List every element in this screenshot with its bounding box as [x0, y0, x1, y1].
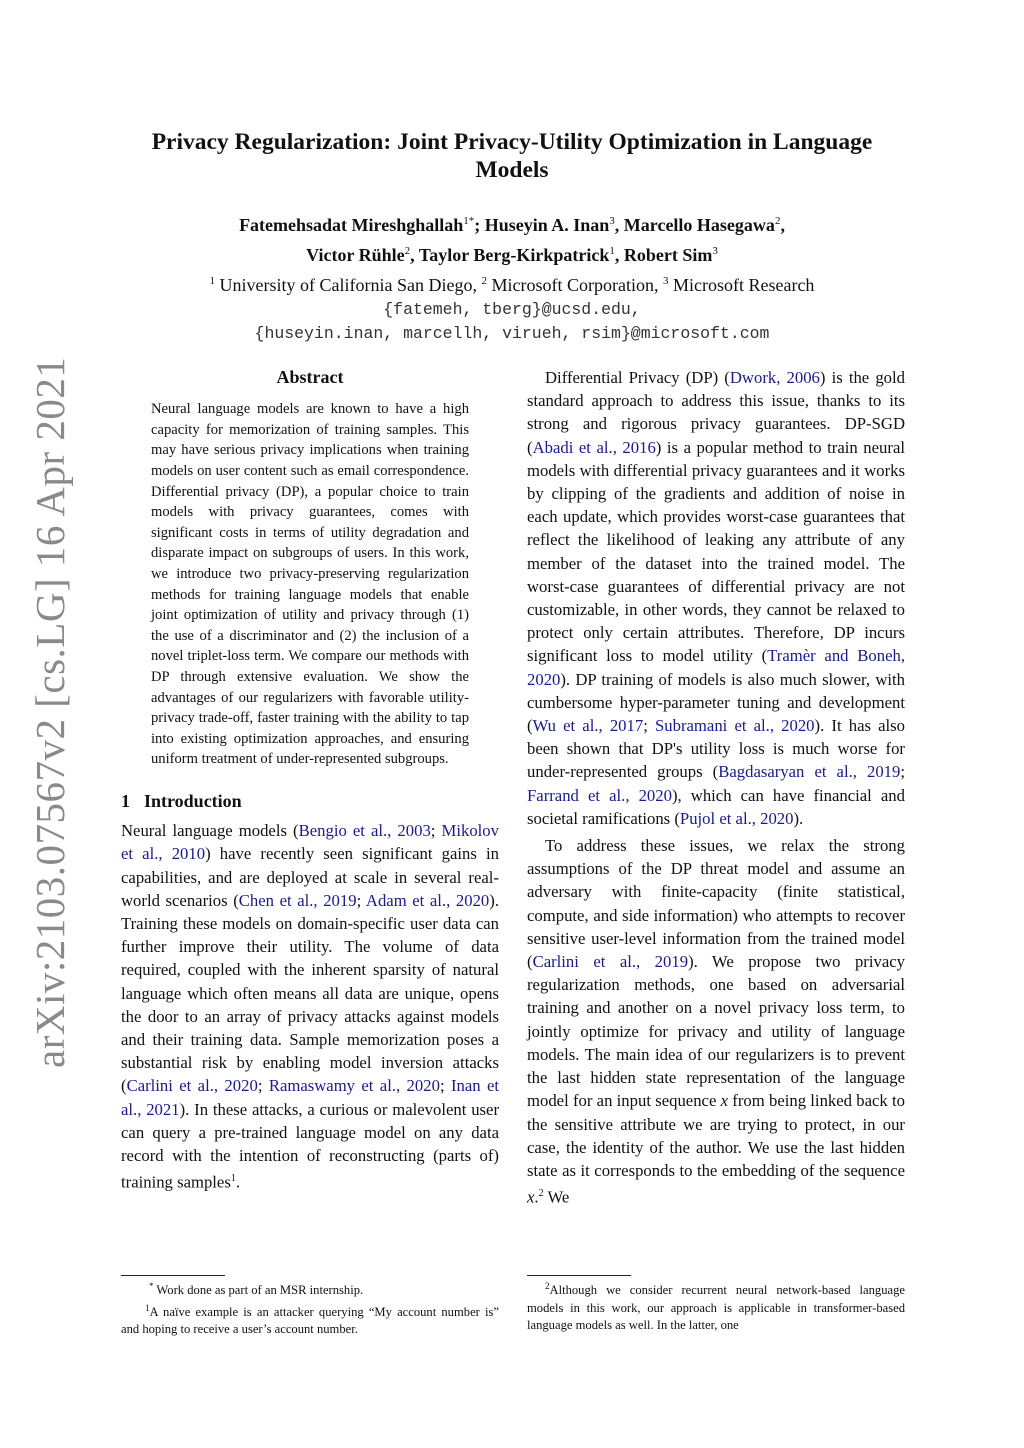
citation-link[interactable]: Bengio et al., 2003 [298, 821, 431, 841]
right-column [527, 366, 905, 1209]
footnote-rule [121, 1275, 225, 1276]
corresponding-mark: * [468, 215, 475, 227]
section-number: 1 [121, 790, 130, 811]
abstract-heading: Abstract [276, 367, 344, 387]
author-name: Robert Sim [623, 245, 713, 265]
footnote: $^2$Although we consider recurrent neural network-based language models in this work, our approach is applicable in transformer-based language models as well. In the latter, one [527, 1281, 905, 1333]
citation-link[interactable]: Subramani et al., 2020 [655, 716, 815, 736]
footnote: * Work done as part of an MSR internship. [149, 1281, 364, 1298]
citation-link[interactable]: Bagdasaryan et al., 2019 [718, 762, 901, 782]
left-column [121, 366, 499, 1194]
author-list: Fatemehsadat Mireshghallah$^{1*}$; Huseyin A. Inan$^3$, Marcello Hasegawa$^2$, Victor Rühle$^2$, Taylor Berg-Kirkpatrick$^1$, Robert Sim$^3$ [239, 215, 785, 265]
paper-title: Privacy Regularization: Joint Privacy-Utility Optimization in Language Models [151, 129, 873, 183]
citation-link[interactable]: Ramaswamy et al., 2020 [268, 1076, 440, 1096]
citation-link[interactable]: Carlini et al., 2019 [532, 952, 689, 972]
citation-link[interactable]: Mikolov et al., 2010 [121, 821, 499, 864]
affiliations: $^1$ University of California San Diego, $^2$ Microsoft Corporation, $^3$ Microsoft Research [209, 275, 815, 295]
author-name: Marcello Hasegawa [623, 215, 775, 235]
citation-link[interactable]: Farrand et al., 2020 [527, 785, 672, 805]
citation-link[interactable]: Inan et al., 2021 [121, 1076, 500, 1119]
footnote: $^1$A naïve example is an attacker querying “My account number is” and hoping to receive a user’s account number. [121, 1302, 499, 1337]
arxiv-sidebar-stamp: arXiv:2103.07567v2 [cs.LG] 16 Apr 2021 [27, 356, 73, 1068]
citation-link[interactable]: Chen et al., 2019 [238, 890, 357, 910]
author-name: Taylor Berg-Kirkpatrick [418, 245, 610, 265]
citation-link[interactable]: Carlini et al., 2020 [126, 1076, 258, 1096]
citation-link[interactable]: Pujol et al., 2020 [679, 808, 794, 828]
footnote-ref[interactable]: 2 [538, 1188, 544, 1200]
math-variable: x [527, 1187, 535, 1207]
citation-link[interactable]: Abadi et al., 2016 [532, 437, 656, 457]
footnotes-right [527, 1278, 905, 1335]
author-name: Huseyin A. Inan [484, 215, 610, 235]
footnotes-left [121, 1278, 499, 1339]
section-heading [121, 790, 499, 813]
author-name: Fatemehsadat Mireshghallah [239, 215, 464, 235]
citation-link[interactable]: Adam et al., 2020 [365, 890, 490, 910]
intro-paragraph-2: Differential Privacy (DP) (Dwork, 2006) is the gold standard approach to address this issue, thanks to its strong and rigorous privacy guarantees. DP-SGD (Abadi et al., 2016) is a popular method to train neural models with differential privacy guarantees and it works by clipping of the gradients and addition of noise in each update, which provides worst-case guarantees that reflect the likelihood of leaking any attribute of any member of the dataset into the trained model. The worst-case guarantees of differential privacy are not customizable, in other words, they cannot be relaxed to protect only certain attributes. Therefore, DP incurs significant loss to model utility (Tramèr and Boneh, 2020). DP training of models is also much slower, with cumbersome hyper-parameter tuning and development (Wu et al., 2017; Subramani et al., 2020). It has also been shown that DP's utility loss is much worse for under-represented groups (Bagdasaryan et al., 2019; Farrand et al., 2020), which can have financial and societal ramifications (Pujol et al., 2020). [527, 368, 905, 828]
footnote-rule [527, 1275, 631, 1276]
author-name: Victor Rühle [306, 245, 405, 265]
email-line: {fatemeh, tberg}@ucsd.edu, [383, 300, 641, 319]
intro-paragraph-1: Neural language models (Bengio et al., 2003; Mikolov et al., 2010) have recently seen significant gains in capabilities, and are deployed at scale in several real-world scenarios (Chen et al., 2019; Adam et al., 2020). Training these models on domain-specific user data can further improve their utility. The volume of data required, coupled with the inherent sparsity of natural language which often means all data are unique, opens the door to an array of privacy attacks against models and their training data. Sample memorization poses a substantial risk by enabling model inversion attacks (Carlini et al., 2020; Ramaswamy et al., 2020; Inan et al., 2021). In these attacks, a curious or malevolent user can query a pre-trained language model on any data record with the intention of reconstructing (parts of) training samples$^1$. [121, 821, 500, 1192]
intro-paragraph-3: To address these issues, we relax the strong assumptions of the DP threat model and assume an adversary with finite-capacity (finite statistical, compute, and side information) who attempts to recover sensitive user-level information from the trained model (Carlini et al., 2019). We propose two privacy regularization methods, one based on adversarial training and another on a novel privacy loss term, to jointly optimize for privacy and utility of language models. The main idea of our regularizers is to prevent the last hidden state representation of the language model for an input sequence x from being linked back to the sensitive attribute we are trying to protect, in our case, the identity of the author. We use the last hidden state as it corresponds to the embedding of the sequence x.$^2$ We [527, 836, 905, 1207]
paper-header [120, 128, 904, 346]
citation-link[interactable]: Wu et al., 2017 [532, 716, 644, 736]
citation-link[interactable]: Dwork, 2006 [729, 368, 820, 387]
math-variable: x [720, 1091, 729, 1111]
section-title: Introduction [144, 790, 242, 811]
footnote-ref[interactable]: 1 [230, 1173, 236, 1185]
abstract-text: Neural language models are known to have a high capacity for memorization of training samples. This may have serious privacy implications when training models on user content such as email correspondence. Differential privacy (DP), a popular choice to train models with privacy guarantees, comes with significant costs in terms of utility degradation and disparate impact on subgroups of users. In this work, we introduce two privacy-preserving regularization methods for training language models that enable joint optimization of utility and privacy through (1) the use of a discriminator and (2) the inclusion of a novel triplet-loss term. We compare our methods with DP through extensive evaluation. We show the advantages of our regularizers with favorable utility-privacy trade-off, faster training with the ability to tap into existing optimization approaches, and ensuring uniform treatment of under-represented subgroups. [151, 401, 469, 768]
email-line: {huseyin.inan, marcellh, virueh, rsim}@microsoft.com [254, 324, 770, 343]
citation-link[interactable]: Tramèr and Boneh, 2020 [527, 646, 905, 689]
